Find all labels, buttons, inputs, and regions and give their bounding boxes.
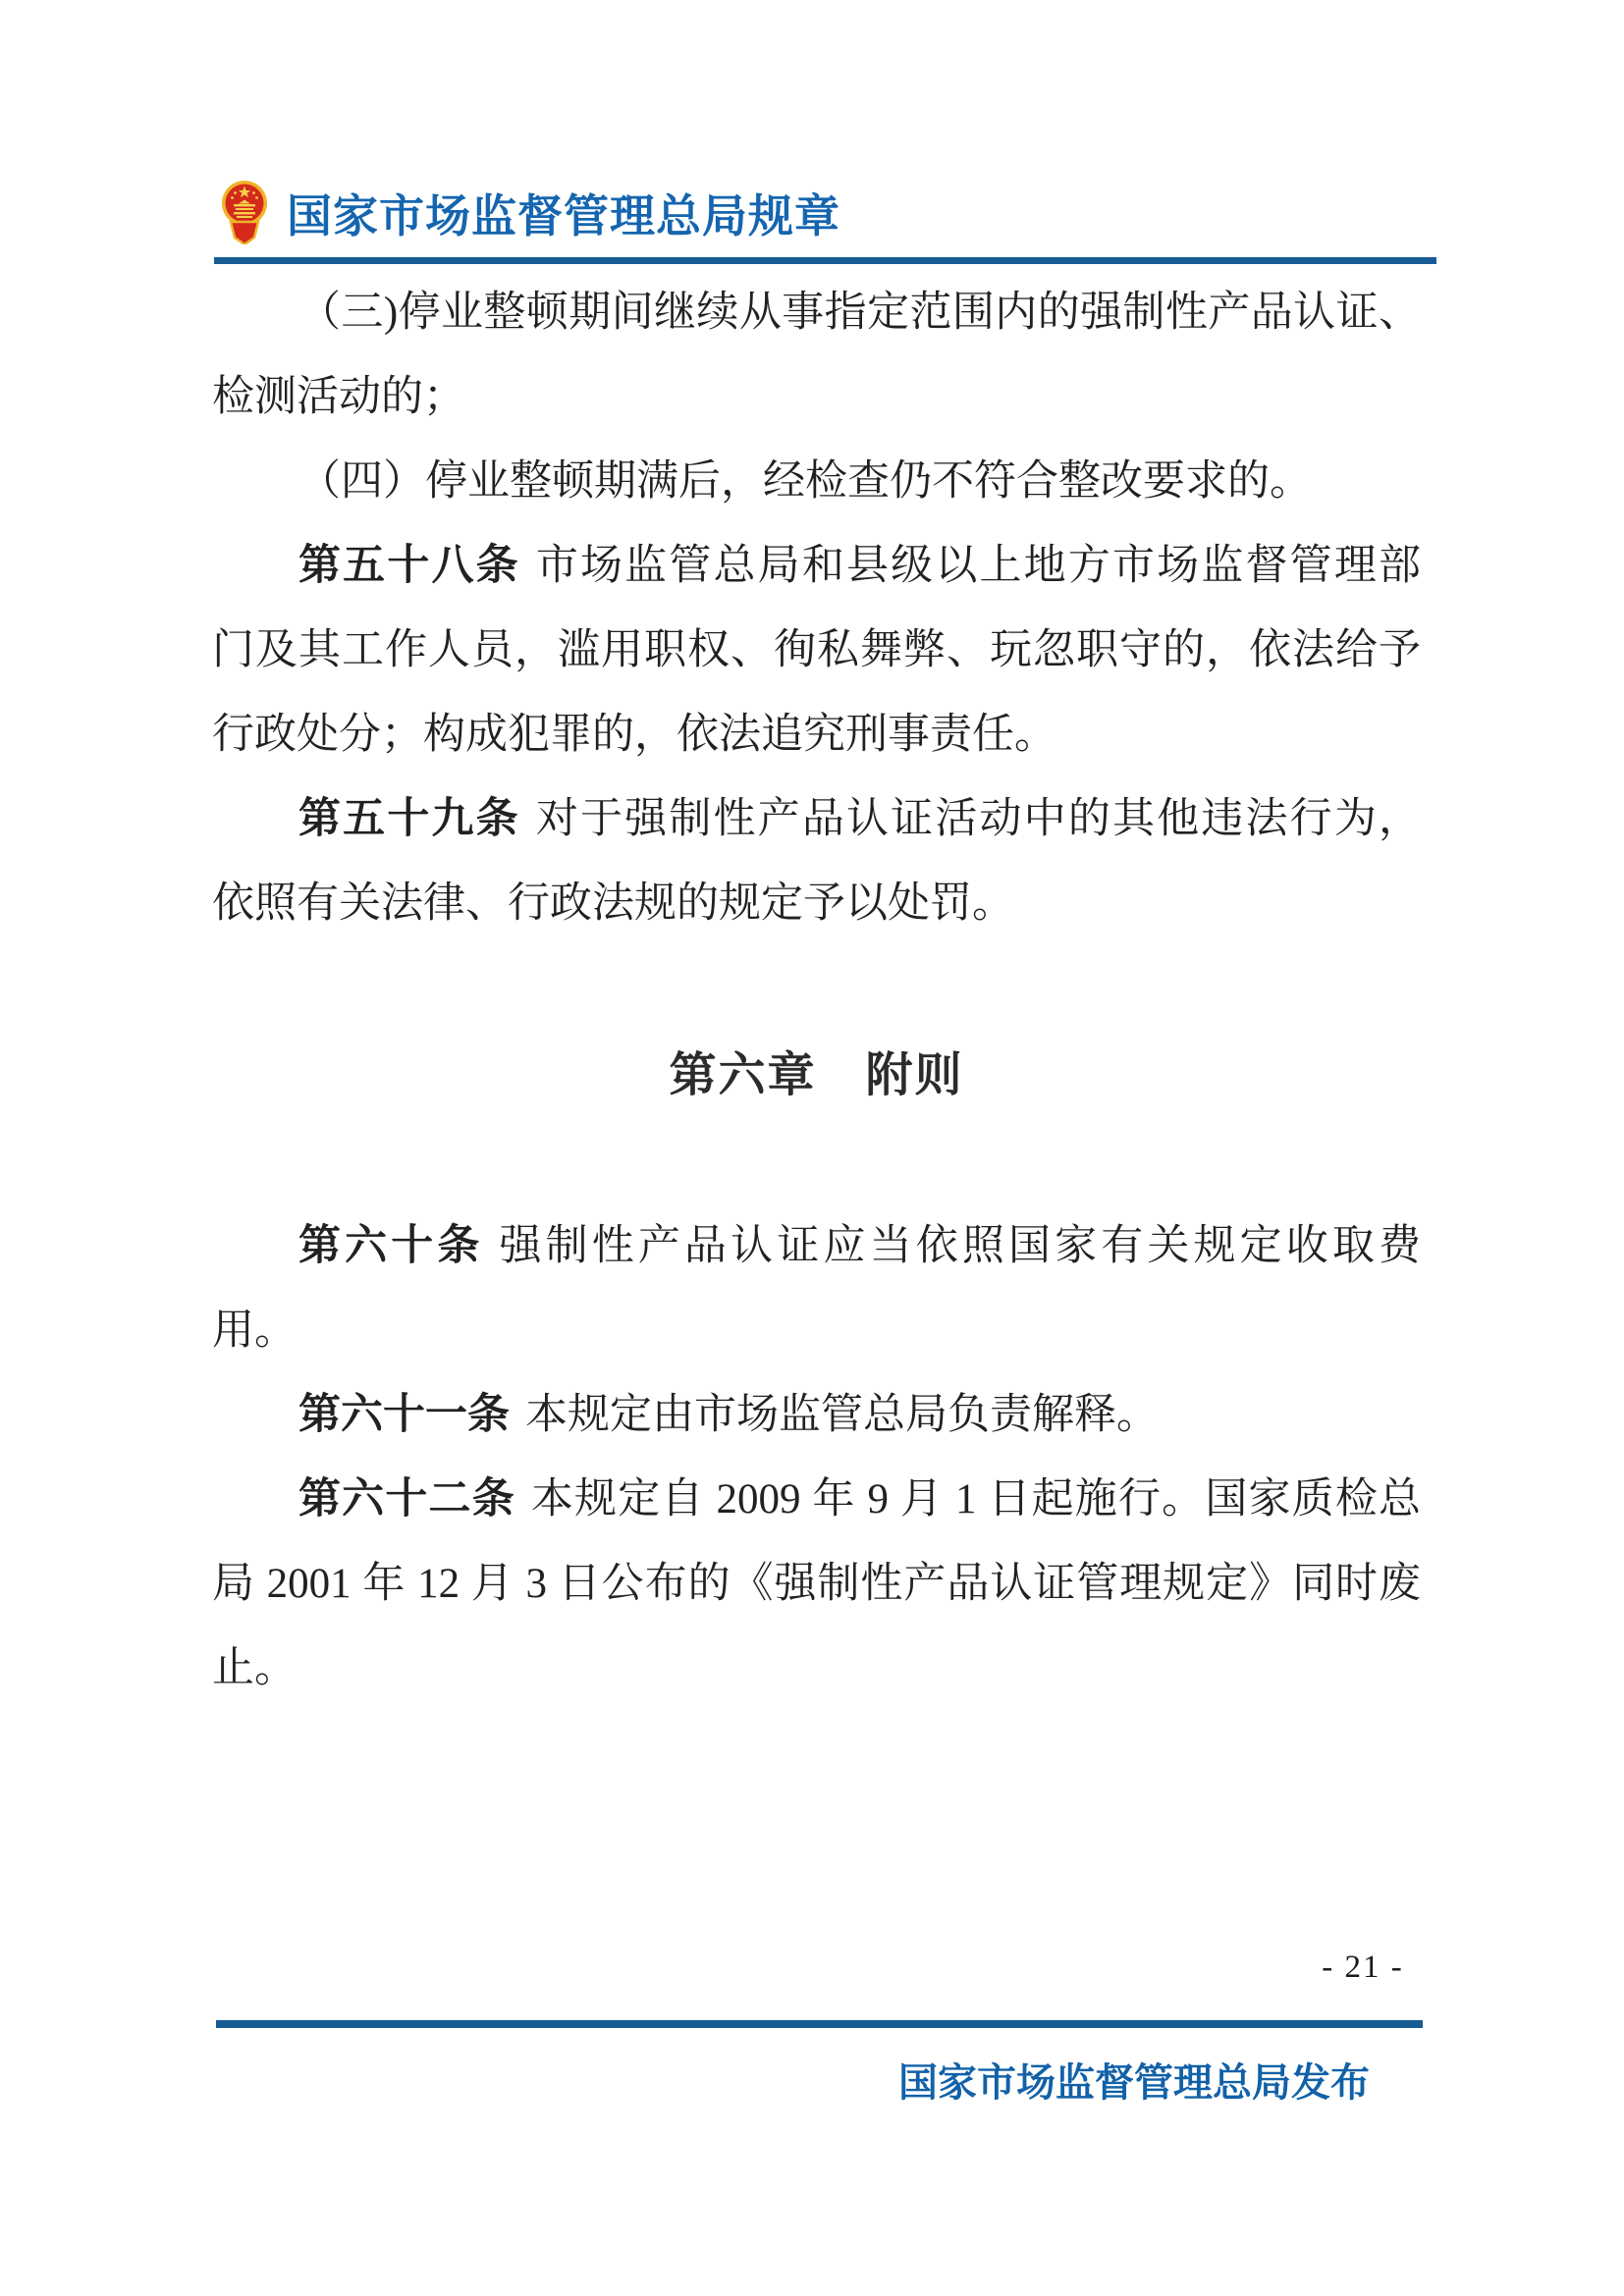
header-title: 国家市场监督管理总局规章 <box>287 190 840 241</box>
article-number: 第五十九条 <box>298 796 520 842</box>
header-rule <box>214 257 1436 264</box>
text-line: 第六十条 强制性产品认证应当依照国家有关规定收取费 <box>298 1223 1422 1269</box>
text-line: 止。 <box>212 1645 297 1691</box>
text-line: （四）停业整顿期满后，经检查仍不符合整改要求的。 <box>298 458 1312 505</box>
text-line: 行政处分；构成犯罪的，依法追究刑事责任。 <box>212 712 1056 758</box>
paragraph-block-2 <box>212 1204 1421 1711</box>
text-line: 第五十九条 对于强制性产品认证活动中的其他违法行为， <box>298 796 1422 842</box>
text-line: （三)停业整顿期间继续从事指定范围内的强制性产品认证、 <box>298 290 1421 336</box>
footer-rule <box>216 2020 1423 2028</box>
article-number: 第五十八条 <box>298 543 520 589</box>
page-number: - 21 - <box>1322 1949 1404 1985</box>
text-line: 门及其工作人员，滥用职权、徇私舞弊、玩忽职守的，依法给予 <box>212 627 1421 673</box>
text-line: 依照有关法律、行政法规的规定予以处罚。 <box>212 881 1014 927</box>
chapter-heading: 第六章 附则 <box>669 1049 964 1101</box>
text-line: 检测活动的； <box>212 374 465 420</box>
article-number: 第六十一条 <box>298 1392 510 1438</box>
article-number: 第六十二条 <box>298 1476 515 1522</box>
text-line: 第五十八条 市场监管总局和县级以上地方市场监督管理部 <box>298 543 1422 589</box>
text-line: 局 2001 年 12 月 3 日公布的《强制性产品认证管理规定》同时废 <box>212 1561 1421 1607</box>
china-national-emblem-icon <box>221 180 268 244</box>
text-line: 第六十二条 本规定自 2009 年 9 月 1 日起施行。国家质检总 <box>298 1476 1422 1522</box>
article-number: 第六十条 <box>298 1223 484 1269</box>
text-line: 用。 <box>212 1308 297 1354</box>
publisher-label: 国家市场监督管理总局发布 <box>898 2061 1370 2105</box>
text-line: 第六十一条 本规定由市场监管总局负责解释。 <box>298 1392 1159 1438</box>
paragraph-block-1 <box>212 271 1421 946</box>
